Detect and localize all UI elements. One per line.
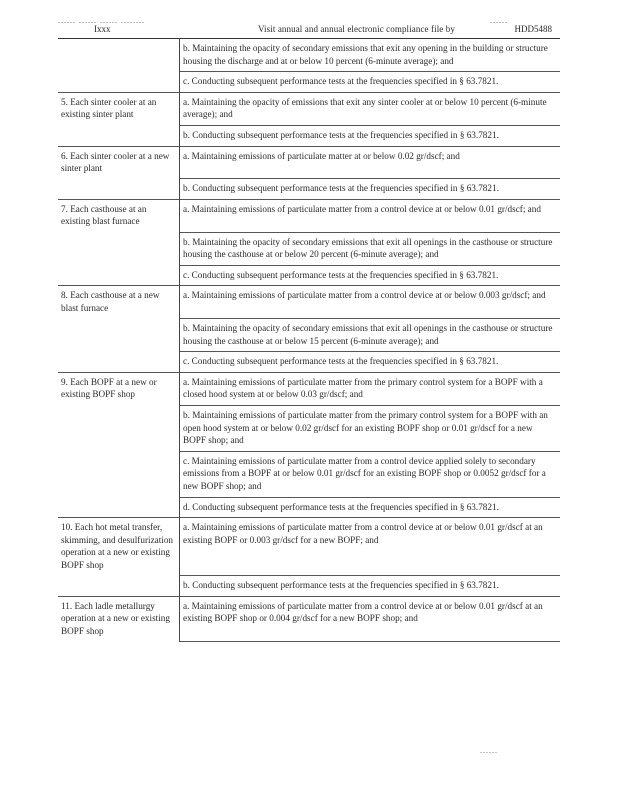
requirement-cell: b. Maintaining the opacity of secondary emissions that exit all openings in the casthouse or structure housing the casthouse at or below 15 percent (6-minute average); and	[180, 319, 561, 352]
requirement-cell: a. Maintaining emissions of particulate matter from a control device at or below 0.01 gr/dscf; and	[180, 199, 561, 232]
affected-source-cell	[58, 232, 180, 265]
requirements-table-body	[58, 39, 560, 641]
table-row	[58, 72, 560, 93]
affected-source-cell: 8. Each casthouse at a new blast furnace	[58, 286, 180, 319]
table-row	[58, 179, 560, 200]
table-row	[58, 265, 560, 286]
requirements-table	[58, 39, 560, 642]
requirement-cell: b. Conducting subsequent performance tests at the frequencies specified in § 63.7821.	[180, 576, 561, 597]
table-row	[58, 497, 560, 518]
table-row	[58, 146, 560, 179]
page-header	[58, 16, 558, 36]
requirement-cell: c. Conducting subsequent performance tests at the frequencies specified in § 63.7821.	[180, 72, 561, 93]
affected-source-cell: 6. Each sinter cooler at a new sinter plant	[58, 146, 180, 179]
requirement-cell: a. Maintaining the opacity of emissions that exit any sinter cooler at or below 10 percent (6-minute average); and	[180, 92, 561, 125]
requirement-cell: a. Maintaining emissions of particulate matter from a control device at or below 0.003 gr/dscf; and	[180, 286, 561, 319]
table-row	[58, 232, 560, 265]
header-title: Visit annual and annual electronic compliance file by	[258, 24, 455, 34]
affected-source-cell	[58, 352, 180, 373]
affected-source-cell	[58, 265, 180, 286]
table-row	[58, 92, 560, 125]
requirement-cell: b. Conducting subsequent performance tests at the frequencies specified in § 63.7821.	[180, 179, 561, 200]
header-left-text: Ixxx	[94, 24, 111, 34]
requirement-cell: c. Maintaining emissions of particulate matter from a control device applied solely to secondary emissions from a BOPF at or below 0.01 gr/dscf for an existing BOPF shop or 0.0052 gr/dscf for a new BOPF shop; and	[180, 451, 561, 497]
affected-source-cell	[58, 319, 180, 352]
header-document-id: HDD5488	[514, 24, 552, 34]
affected-source-cell	[58, 39, 180, 72]
requirement-cell: b. Maintaining the opacity of secondary emissions that exit all openings in the casthouse or structure housing the casthouse at or below 20 percent (6-minute average); and	[180, 232, 561, 265]
requirement-cell: a. Maintaining emissions of particulate matter at or below 0.02 gr/dscf; and	[180, 146, 561, 179]
table-row	[58, 451, 560, 497]
affected-source-cell: 5. Each sinter cooler at an existing sinter plant	[58, 92, 180, 125]
table-row	[58, 405, 560, 451]
table-row	[58, 372, 560, 405]
table-row	[58, 596, 560, 641]
affected-source-cell: 7. Each casthouse at an existing blast furnace	[58, 199, 180, 232]
affected-source-cell	[58, 72, 180, 93]
affected-source-cell	[58, 125, 180, 146]
table-row	[58, 39, 560, 72]
requirement-cell: c. Conducting subsequent performance tests at the frequencies specified in § 63.7821.	[180, 265, 561, 286]
requirement-cell: b. Maintaining the opacity of secondary emissions that exit any opening in the building or structure housing the discharge and at or below 10 percent (6-minute average); and	[180, 39, 561, 72]
requirement-cell: c. Conducting subsequent performance tests at the frequencies specified in § 63.7821.	[180, 352, 561, 373]
requirement-cell: a. Maintaining emissions of particulate matter from a control device at or below 0.01 gr/dscf at an existing BOPF shop or 0.004 gr/dscf for a new BOPF shop; and	[180, 596, 561, 641]
requirement-cell: d. Conducting subsequent performance tests at the frequencies specified in § 63.7821.	[180, 497, 561, 518]
requirement-cell: b. Conducting subsequent performance tests at the frequencies specified in § 63.7821.	[180, 125, 561, 146]
affected-source-cell	[58, 497, 180, 518]
table-row	[58, 518, 560, 576]
affected-source-cell	[58, 405, 180, 451]
affected-source-cell	[58, 451, 180, 497]
table-row	[58, 576, 560, 597]
table-row	[58, 319, 560, 352]
table-row	[58, 352, 560, 373]
affected-source-cell: 9. Each BOPF at a new or existing BOPF shop	[58, 372, 180, 405]
requirement-cell: a. Maintaining emissions of particulate matter from a control device at or below 0.01 gr/dscf at an existing BOPF or 0.003 gr/dscf for a new BOPF; and	[180, 518, 561, 576]
table-row	[58, 125, 560, 146]
affected-source-cell	[58, 179, 180, 200]
requirement-cell: b. Maintaining emissions of particulate matter from the primary control system for a BOPF with an open hood system at or below 0.02 gr/dscf for an existing BOPF shop or 0.01 gr/dscf for a new BOPF shop; and	[180, 405, 561, 451]
table-row	[58, 286, 560, 319]
requirement-cell: a. Maintaining emissions of particulate matter from the primary control system for a BOPF with a closed hood system at or below 0.03 gr/dscf; and	[180, 372, 561, 405]
header-dots-left: ...... ...... ...... ........	[58, 16, 145, 25]
table-row	[58, 199, 560, 232]
affected-source-cell	[58, 576, 180, 597]
header-dots-right: ......	[490, 16, 508, 25]
affected-source-cell: 10. Each hot metal transfer, skimming, and desulfurization operation at a new or existing BOPF shop	[58, 518, 180, 576]
footer-mark: ......	[480, 746, 498, 755]
affected-source-cell: 11. Each ladle metallurgy operation at a new or existing BOPF shop	[58, 596, 180, 641]
